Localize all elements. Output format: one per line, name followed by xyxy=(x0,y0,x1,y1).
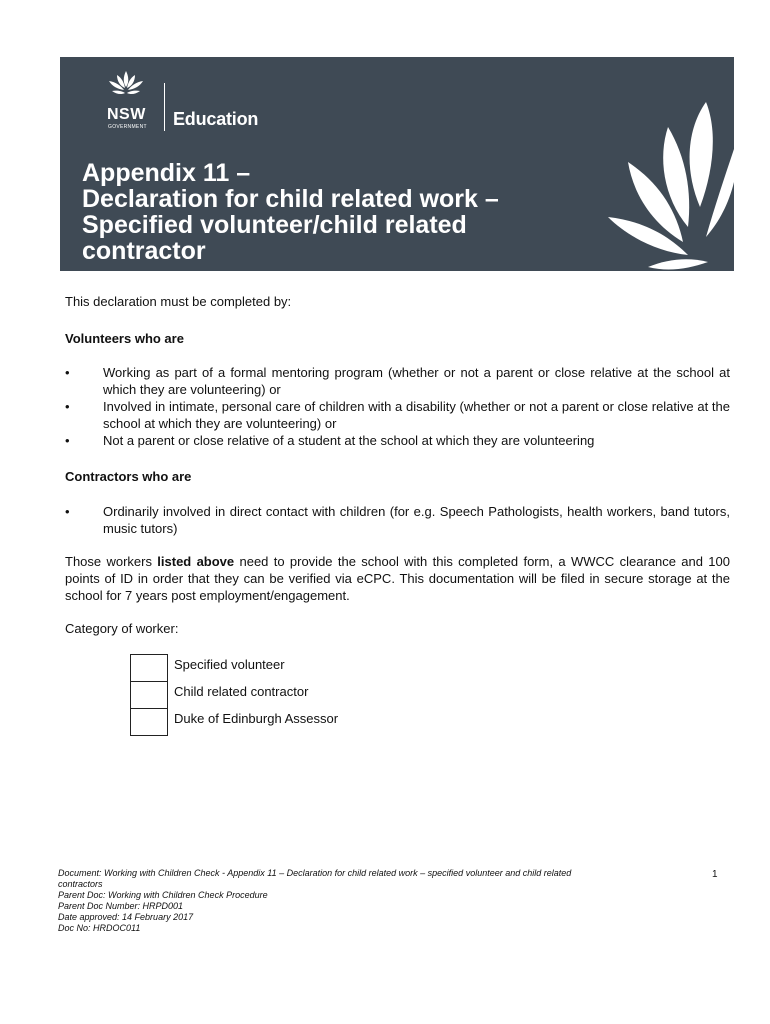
list-item: • Not a parent or close relative of a student at the school at which they are volunteering xyxy=(65,432,730,449)
waratah-petals-decoration-icon xyxy=(588,97,734,271)
workers-para-start: Those workers xyxy=(65,554,158,569)
list-item: • Working as part of a formal mentoring program (whether or not a parent or close relative at the school at which they are volunteering) or xyxy=(65,364,730,398)
workers-requirements-paragraph xyxy=(65,553,730,604)
waratah-icon xyxy=(106,69,146,103)
list-item: • Involved in intimate, personal care of children with a disability (whether or not a parent or close relative at the school at which they are volunteering) or xyxy=(65,398,730,432)
duke-of-edinburgh-label: Duke of Edinburgh Assessor xyxy=(174,711,339,726)
footer-parent-doc: Parent Doc: Working with Children Check Procedure xyxy=(58,890,268,900)
child-related-contractor-label: Child related contractor xyxy=(174,684,309,699)
logo-divider xyxy=(164,83,165,131)
workers-para-bold: listed above xyxy=(157,554,235,569)
list-item: • Ordinarily involved in direct contact with children (for e.g. Speech Pathologists, health workers, band tutors, music tutors) xyxy=(65,503,730,537)
title-line: contractor xyxy=(82,237,206,265)
page-number: 1 xyxy=(712,869,718,880)
document-footer xyxy=(58,868,618,934)
child-related-contractor-checkbox[interactable] xyxy=(130,681,168,708)
footer-parent-doc-number: Parent Doc Number: HRPD001 xyxy=(58,901,184,911)
nsw-education-logo xyxy=(82,67,282,130)
page-title xyxy=(82,160,602,264)
specified-volunteer-checkbox[interactable] xyxy=(130,654,168,681)
logo-education-text: Education xyxy=(173,109,259,129)
header-banner xyxy=(60,57,734,271)
duke-of-edinburgh-checkbox[interactable] xyxy=(130,708,168,736)
logo-nsw-text: NSW xyxy=(107,106,146,123)
volunteer-criteria-list xyxy=(65,364,730,449)
footer-doc-no: Doc No: HRDOC011 xyxy=(58,923,141,933)
footer-date-approved: Date approved: 14 February 2017 xyxy=(58,912,194,922)
logo-government-text: GOVERNMENT xyxy=(108,124,147,130)
contractor-criteria-list xyxy=(65,503,730,537)
title-line: Declaration for child related work – xyxy=(82,185,499,213)
workers-para-end: need to provide the school with this completed form, a WWCC clearance and 100 points of ID in order that they can be verified via eCPC. This documentation will be filed in secure storage at the school for 7 years post employment/engagement. xyxy=(65,554,730,603)
specified-volunteer-label: Specified volunteer xyxy=(174,657,285,672)
category-label: Category of worker: xyxy=(65,621,179,636)
title-line: Appendix 11 – xyxy=(82,159,251,187)
title-line: Specified volunteer/child related xyxy=(82,211,467,239)
footer-document: Document: Working with Children Check - Appendix 11 – Declaration for child related work – specified volunteer and child related contractors xyxy=(58,868,572,889)
volunteers-heading: Volunteers who are xyxy=(65,331,184,346)
intro-text: This declaration must be completed by: xyxy=(65,294,292,309)
contractors-heading: Contractors who are xyxy=(65,469,192,484)
